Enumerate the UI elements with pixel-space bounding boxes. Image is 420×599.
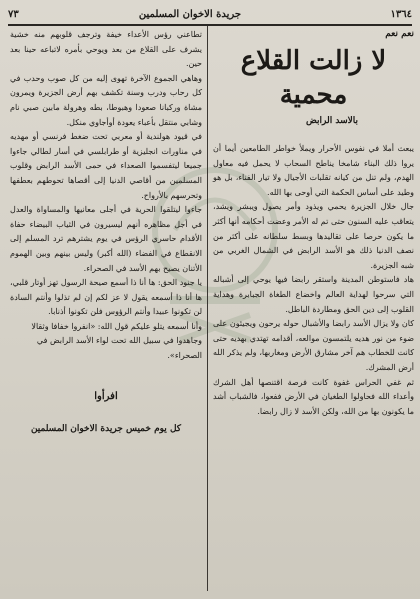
body-paragraph: جاءوا ليتلقوا الحرية في أجلى معانيها والمساواة والعدل في أجل مظاهره أنهم ليسيرون في الثياب البيضاء حفاة الأقدام حاسري الرؤس في يوم يشترهم ترد المسلم إلى الانقطاع في الفضاء (الله أكبر) وليس بينهم وبين الهموم الأتنان يصيح بهم الأسد في الصحراء.	[10, 205, 202, 273]
issue-year: ١٣٦٤	[390, 8, 412, 20]
article-headline: لا زالت القلاع محمية	[240, 46, 387, 110]
quran-verse-paragraph: وأنا أسمعه يتلو عليكم قول الله: «انفروا خفافا وثقالا وجاهدوا في سبيل الله تحت لواء الأسد الرابض في الصحراء».	[31, 321, 202, 361]
masthead	[8, 4, 412, 26]
article-kicker: نعم نعم	[385, 29, 414, 39]
body-paragraph: ثم غفي الحراس غفوة كانت فرصة اقتنصها أهل الشرك وأعداء الله فحاولوا الطغيان في الأرض ففعوا، فالشباب أشد ما يكونون بها من الله، ولكن الأسد لا زال رابضا.	[213, 377, 414, 416]
body-paragraph: يبعث أملا في نفوس الأحرار ويملأ خواطر الطامعين أيما أن يروا ذلك البناء شامخا يناطح السحاب لا يحمل فيه معاول الهدم، ولم تنل من كيانه تقلبات الأجيال ولا تيار الفناء، بل هو وطيد على أساس الحكمة التي أوحى بها الله.	[213, 144, 414, 197]
article-byline: بالاسد الرابض	[305, 116, 358, 126]
newspaper-name: جريدة الاخوان المسلمين	[138, 8, 242, 20]
body-paragraph: في قيود هولندية أو معربي تحت ضغط فرنسي أو مهديه في مناورات انجليزية أو طرابلسي في أسار لطالي جاءوا جميعا ليتفسموا الصعداء في حمى الأسد الرابض وقلوب المسلمين من أقاصي الدنيا إلى أقصاها تحوطهم بعطفها وتحرسهم بالأرواح.	[10, 132, 202, 200]
body-paragraph: جال خلال الجزيرة يحمي ويذود وأمر يصول ويبشر ويشد، يتعاقب عليه السنون حتى تم له الأمر وعضت أحكامه أنها أكثر ما يكون حرصا على تقاليدها وبسط سلطانه على أكثر من نصف الدنيا ذلك هو الأسد الرابض في الشمال الغربي من شبه الجزيرة.	[213, 202, 414, 270]
right-column	[213, 28, 414, 419]
body-paragraph: يا جنود الحق: ها أنا ذا أسمع صيحة الرسول تهز أوتار قلبي، ها أنا ذا أسمعه يقول لا عز لكم إن لم تذلوا وأنتم السادة لن تكونوا عبيدا وأنتم الرؤوس فلن تكونوا أذنابا.	[10, 278, 202, 317]
publication-footer: كل يوم خميس جريدة الاخوان المسلمين	[30, 424, 182, 435]
body-paragraph: تطاعني رؤس الأعداء خيفة وترجف قلوبهم منه خشية يشرف على القلاع من بعد ويوحي بأمره لاتباعه حينا بعد حين.	[10, 30, 202, 69]
left-column	[10, 28, 202, 437]
page-number: ٧٣	[8, 8, 19, 20]
column-divider	[207, 26, 208, 591]
body-paragraph: هاد فاستوطن المدينة واستقر رابضا فيها يوحي إلى أشباله التي سرحوا لهداية العالم واخضاع الطغاة الجبابرة وهداية القلوب إلى دين الحق ومطاردة الباطل.	[213, 275, 414, 314]
body-paragraph: وهاهي الجموع الآخرة تهوى إليه من كل صوب وحدب في كل رحاب ودرب وسنة تكشف بهم أرض الجزيرة ويمرون مشاة وركبانا صعودا وهبوطا، بطه وهرولة مابين صبي نام وشابي منتقل بأعباء يعودة أوأجاوي منكل.	[10, 73, 202, 127]
article-signoff: افرأوا	[94, 390, 118, 402]
body-paragraph: كان ولا يزال الأسد رابضا والأشبال حوله يرحون ويجيئون على ضوء من نور هديه يلتمسون موالعه، أقدامه تهتدي بهديه حتى كانت للخطاب هم آخر مشارق الأرض ومغاربها، ولم يذكر الله أرض المشرك.	[213, 319, 414, 372]
